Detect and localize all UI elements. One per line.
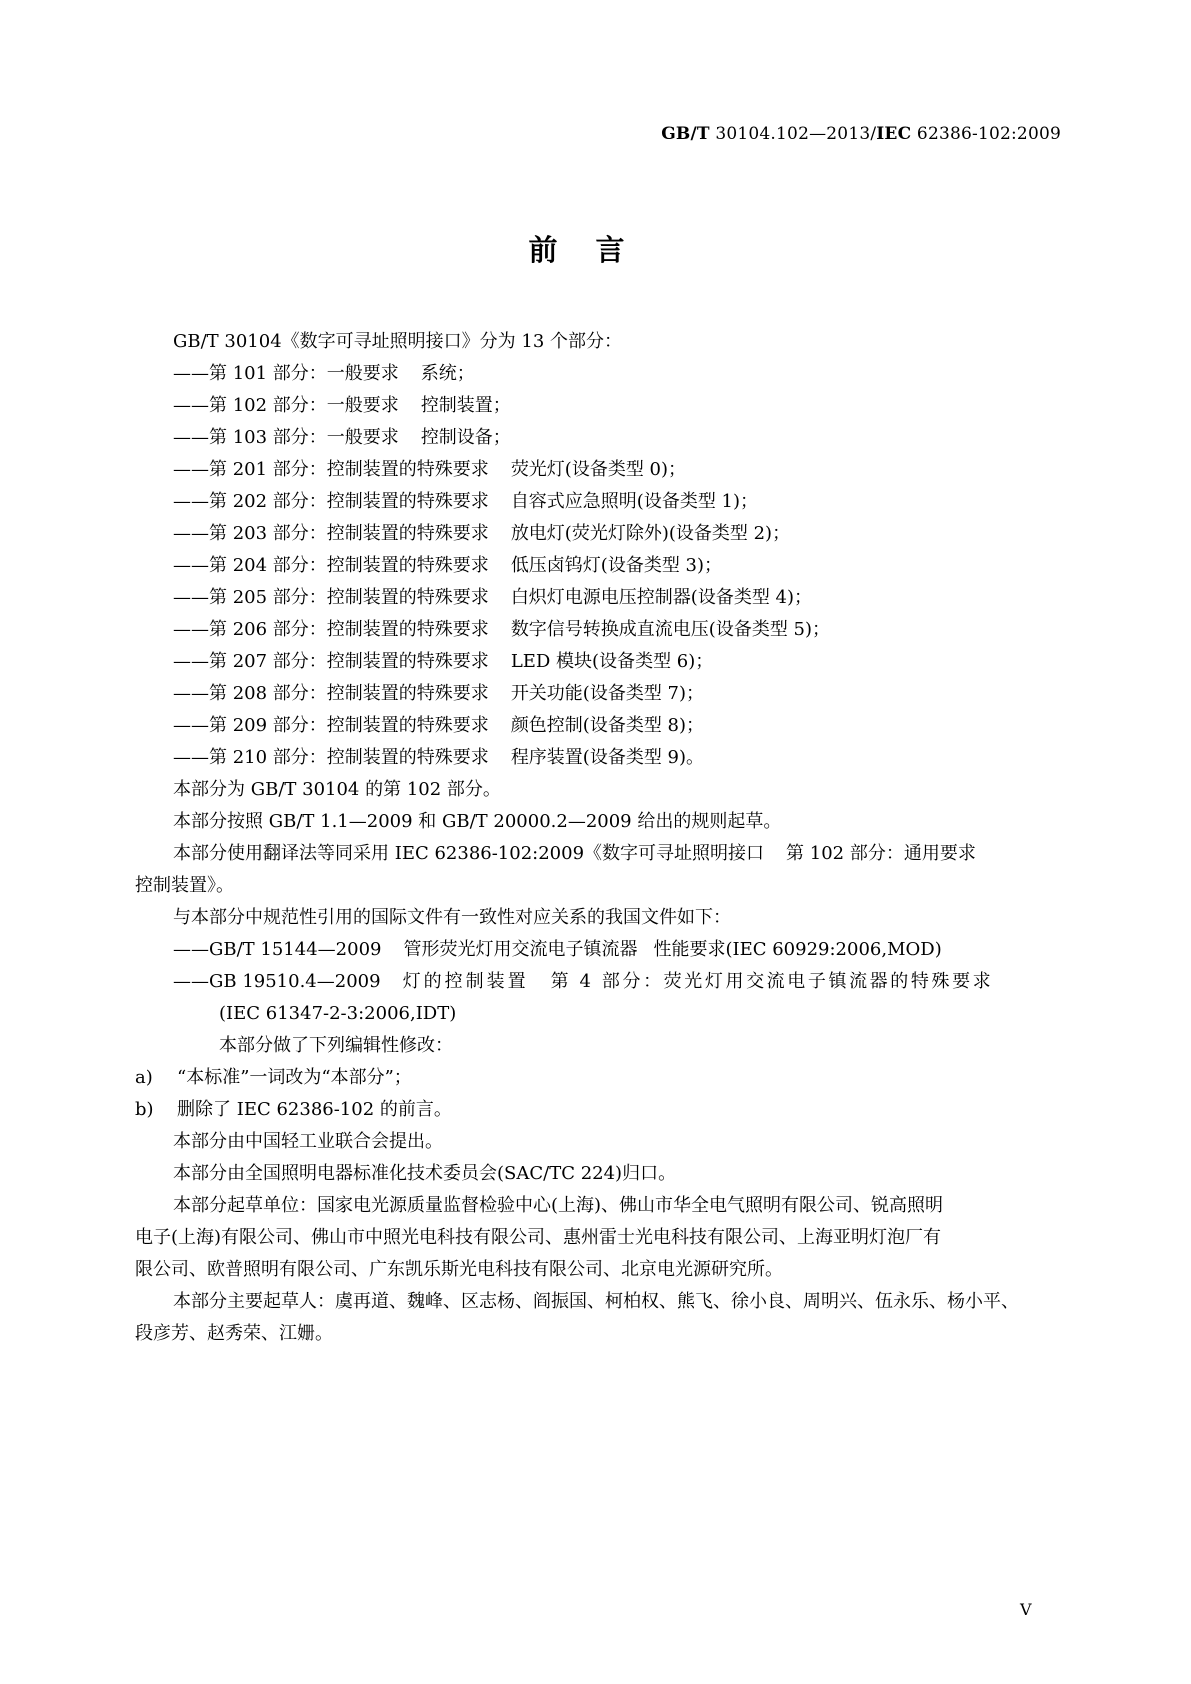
part-description: 控制设备；: [420, 427, 511, 448]
edit-text: “本标准”一词改为“本部分”；: [177, 1067, 412, 1088]
drafters-line-2: 段彦芳、赵秀荣、江姗。: [135, 1323, 333, 1344]
header-iec: IEC: [876, 124, 912, 144]
part-description: LED 模块(设备类型 6)；: [510, 651, 714, 672]
part-name: ——第 207 部分：控制装置的特殊要求: [173, 651, 489, 672]
part-item: [135, 422, 1065, 454]
part-name: ——第 201 部分：控制装置的特殊要求: [173, 459, 489, 480]
part-name: ——第 203 部分：控制装置的特殊要求: [173, 523, 489, 544]
drafting-units-line-1: 本部分起草单位：国家电光源质量监督检验中心(上海)、佛山市华全电气照明有限公司、锐高照明: [173, 1195, 944, 1216]
drafted-paragraph: 本部分按照 GB/T 1.1—2009 和 GB/T 20000.2—2009 给出的规则起草。: [173, 811, 782, 832]
page-title: 前言: [528, 233, 663, 267]
edit-label: b): [135, 1099, 154, 1120]
translation-paragraph-cont: 控制装置》。: [135, 875, 234, 896]
part-description: 白炽灯电源电压控制器(设备类型 4)；: [510, 587, 813, 608]
part-item: [135, 582, 1065, 614]
part-item: [135, 678, 1065, 710]
part-name: ——第 202 部分：控制装置的特殊要求: [173, 491, 489, 512]
part-name: ——第 210 部分：控制装置的特殊要求: [173, 747, 489, 768]
header-gbt: GB/T: [661, 124, 710, 144]
translation-paragraph: [135, 838, 1065, 870]
centralized-paragraph: 本部分由全国照明电器标准化技术委员会(SAC/TC 224)归口。: [173, 1163, 677, 1184]
correspond-paragraph: 与本部分中规范性引用的国际文件有一致性对应关系的我国文件如下：: [173, 907, 731, 928]
edit-item: [135, 1062, 1065, 1094]
part-name: ——第 205 部分：控制装置的特殊要求: [173, 587, 489, 608]
part-description: 放电灯(荧光灯除外)(设备类型 2)；: [510, 523, 791, 544]
ref2-code: ——GB 19510.4—2009: [173, 971, 381, 992]
part-name: ——第 102 部分：一般要求: [173, 395, 399, 416]
drafting-units-line-2: 电子(上海)有限公司、佛山市中照光电科技有限公司、惠州雷士光电科技有限公司、上海亚明灯泡厂有: [135, 1227, 942, 1248]
part-item: [135, 710, 1065, 742]
part-name: ——第 208 部分：控制装置的特殊要求: [173, 683, 489, 704]
part-item: [135, 646, 1065, 678]
part-name: ——第 101 部分：一般要求: [173, 363, 399, 384]
translation-text-b: 第 102 部分：通用要求: [786, 843, 976, 864]
page-number: V: [1020, 1600, 1032, 1619]
part-description: 开关功能(设备类型 7)；: [510, 683, 705, 704]
ref1-subtitle: 性能要求(IEC 60929:2006,MOD): [653, 939, 942, 960]
edits-list: [135, 1062, 1065, 1126]
reference-item-1: [135, 934, 1065, 966]
part-description: 数字信号转换成直流电压(设备类型 5)；: [510, 619, 831, 640]
part-description: 自容式应急照明(设备类型 1)；: [510, 491, 759, 512]
header-num: 30104.102—2013/: [709, 124, 877, 144]
part-description: 低压卤钨灯(设备类型 3)；: [510, 555, 723, 576]
ref1-title: 管形荧光灯用交流电子镇流器: [403, 939, 638, 960]
part-name: ——第 206 部分：控制装置的特殊要求: [173, 619, 489, 640]
part-item: [135, 518, 1065, 550]
edit-label: a): [135, 1067, 153, 1088]
part-of-paragraph: 本部分为 GB/T 30104 的第 102 部分。: [173, 779, 501, 800]
reference-item-2: [135, 966, 1065, 998]
translation-text-a: 本部分使用翻译法等同采用 IEC 62386-102:2009《数字可寻址照明接口: [173, 843, 765, 864]
ref2-subtitle: 第 4 部分：荧光灯用交流电子镇流器的特殊要求: [550, 971, 994, 992]
part-description: 控制装置；: [420, 395, 511, 416]
part-item: [135, 550, 1065, 582]
part-description: 荧光灯(设备类型 0)；: [510, 459, 687, 480]
edit-item: [135, 1094, 1065, 1126]
part-item: [135, 742, 1065, 774]
drafters-line-1: 本部分主要起草人：虞再道、魏峰、区志杨、阎振国、柯柏权、熊飞、徐小良、周明兴、伍永乐、杨小平、: [173, 1291, 1019, 1312]
proposed-paragraph: 本部分由中国轻工业联合会提出。: [173, 1131, 443, 1152]
part-description: 程序装置(设备类型 9)。: [510, 747, 705, 768]
header-tail: 62386-102:2009: [911, 124, 1061, 144]
part-item: [135, 454, 1065, 486]
parts-list: [135, 358, 1065, 774]
part-item: [135, 390, 1065, 422]
part-name: ——第 209 部分：控制装置的特殊要求: [173, 715, 489, 736]
part-item: [135, 614, 1065, 646]
foreword-body: [135, 326, 1065, 1350]
edit-text: 删除了 IEC 62386-102 的前言。: [177, 1099, 452, 1120]
part-name: ——第 204 部分：控制装置的特殊要求: [173, 555, 489, 576]
edits-intro: 本部分做了下列编辑性修改：: [219, 1035, 453, 1056]
reference-item-2-cont: (IEC 61347-2-3:2006,IDT): [219, 1003, 457, 1024]
part-item: [135, 358, 1065, 390]
part-item: [135, 486, 1065, 518]
standard-number-header: [661, 124, 1061, 144]
part-name: ——第 103 部分：一般要求: [173, 427, 399, 448]
ref2-title: 灯的控制装置: [402, 971, 529, 992]
part-description: 颜色控制(设备类型 8)；: [510, 715, 705, 736]
part-description: 系统；: [420, 363, 475, 384]
ref1-code: ——GB/T 15144—2009: [173, 939, 382, 960]
intro-paragraph: GB/T 30104《数字可寻址照明接口》分为 13 个部分：: [173, 331, 623, 352]
drafting-units-line-3: 限公司、欧普照明有限公司、广东凯乐斯光电科技有限公司、北京电光源研究所。: [135, 1259, 783, 1280]
